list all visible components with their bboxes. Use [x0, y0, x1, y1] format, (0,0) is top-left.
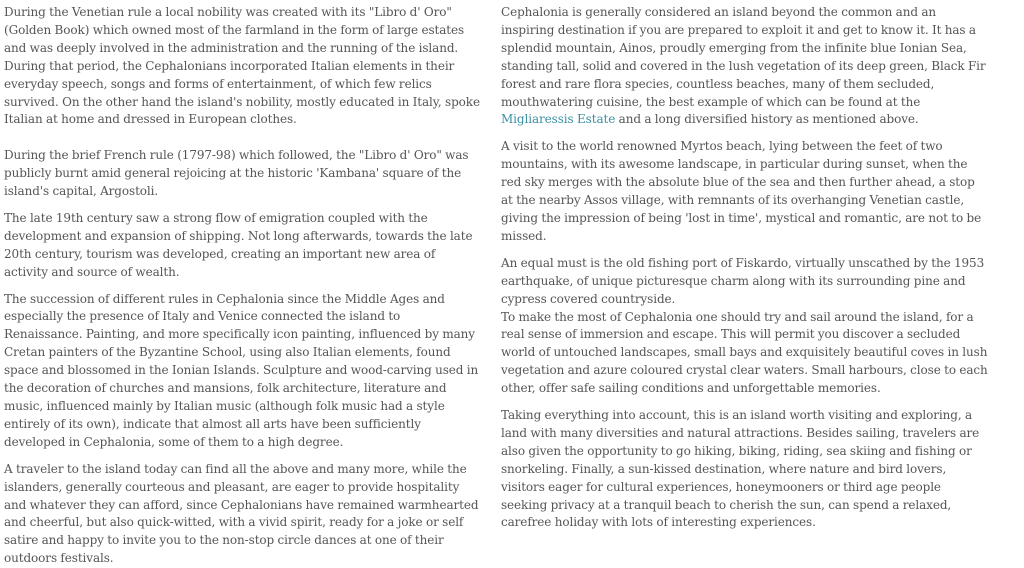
- intro-text-after-link: and a long diversified history as mentioned above.: [615, 112, 919, 127]
- paragraph-emigration: The late 19th century saw a strong flow of emigration coupled with the development and expansion of shipping. Not long afterwards, towards the late 20th century, tourism was developed, creating an important new area of activity and source of wealth.: [4, 210, 473, 279]
- paragraph-renaissance-arts: The succession of different rules in Cephalonia since the Middle Ages and especially the presence of Italy and Venice connected the island to Renaissance. Painting, and more specifically icon painting, influenced by many Cretan painters of the Byzantine School, using also Italian elements, found space and blossomed in the Ionian Islands. Sculpture and wood-carving used in the decoration of churches and mansions, folk architecture, literature and music, influenced mainly by Italian music (although folk music had a style entirely of its own), indicate that almost all arts have been sufficiently developed in Cephalonia, some of them to a high degree.: [4, 291, 479, 449]
- paragraph-island-intro: [501, 4, 989, 129]
- intro-text-before-link: Cephalonia is generally considered an island beyond the common and an inspiring destination if you are prepared to exploit it and get to know it. It has a splendid mountain, Ainos, proudly emerging from the infinite blue Ionian Sea, standing tall, solid and covered in the lush vegetation of its deep green, Black Fir forest and rare flora species, countless beaches, many of them secluded, mouthwatering cuisine, the best example of which can be found at the: [501, 5, 986, 109]
- migliaressis-estate-link[interactable]: Migliaressis Estate: [501, 112, 616, 127]
- paragraph-conclusion: Taking everything into account, this is an island worth visiting and exploring, a land with many diversities and natural attractions. Besides sailing, travelers are also given the opportunity to go hiking, biking, riding, sea skiing and fishing or snorkeling. Finally, a sun-kissed destination, where nature and bird lovers, visitors eager for cultural experiences, honeymooners or third age people seeking privacy at a tranquil beach to cherish the sun, can spend a relaxed, carefree holiday with lots of interesting experiences.: [501, 408, 980, 530]
- paragraph-myrtos-beach: A visit to the world renowned Myrtos beach, lying between the feet of two mountains, with its awesome landscape, in particular during sunset, when the red sky merges with the absolute blue of the sea and then further ahead, a stop at the nearby Assos village, with remnants of its overhanging Venetian castle, giving the impression of being 'lost in time', mystical and romantic, are not to be missed.: [501, 139, 982, 243]
- right-column: [501, 4, 989, 532]
- paragraph-french-rule: During the brief French rule (1797-98) which followed, the "Libro d' Oro" was publicly burnt amid general rejoicing at the historic 'Kambana' square of the island's capital, Argostoli.: [4, 148, 469, 199]
- paragraph-sailing: To make the most of Cephalonia one should try and sail around the island, for a real sense of immersion and escape. This will permit you discover a secluded world of untouched landscapes, small bays and exquisitely beautiful coves in lush vegetation and azure coloured crystal clear waters. Small harbours, close to each other, offer safe sailing conditions and unforgettable memories.: [501, 309, 988, 396]
- paragraph-traveler-today: A traveler to the island today can find all the above and many more, while the islanders, generally courteous and pleasant, are eager to provide hospitality and whatever they can afford, since Cephalonians have remained warmhearted and cheerful, but also quick-witted, with a vivid spirit, ready for a joke or self satire and happy to invite you to the non-stop circle dances at one of their outdoors festivals.: [4, 461, 479, 566]
- left-column: [4, 4, 482, 568]
- paragraph-fiskardo: An equal must is the old fishing port of Fiskardo, virtually unscathed by the 1953 earthquake, of unique picturesque charm along with its surrounding pine and cypress covered countryside.: [501, 255, 985, 306]
- paragraph-venetian-rule: During the Venetian rule a local nobility was created with its "Libro d' Oro" (Golden Book) which owned most of the farmland in the form of large estates and was deeply involved in the administration and the running of the island. During that period, the Cephalonians incorporated Italian elements in their everyday speech, songs and forms of entertainment, of which few relics survived. On the other hand the island's nobility, mostly educated in Italy, spoke Italian at home and dressed in European clothes.: [4, 5, 480, 127]
